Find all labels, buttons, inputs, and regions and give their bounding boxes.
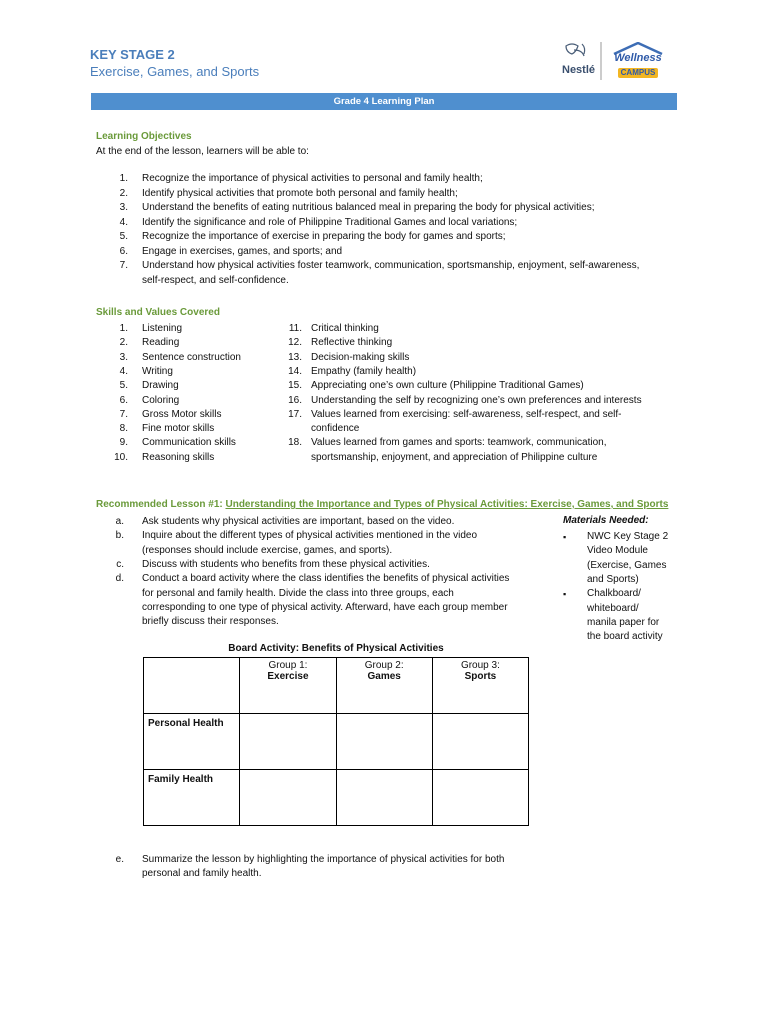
- list-item-text: Coloring: [142, 394, 180, 406]
- list-item-number: a.: [115, 516, 124, 527]
- list-item-text: Understanding the self by recognizing one’s own preferences and interests: [311, 394, 642, 406]
- list-item-number: 13.: [288, 351, 302, 363]
- list-item-number: 18.: [288, 437, 302, 449]
- list-item-text: personal and family health.: [142, 868, 262, 880]
- list-item-number: 5.: [119, 380, 128, 392]
- material-text: manila paper for: [587, 616, 660, 628]
- skills-title: Skills and Values Covered: [96, 307, 220, 318]
- board-cell: [336, 770, 432, 826]
- list-item-text: Communication skills: [142, 437, 236, 449]
- board-row-personal: Personal Health: [144, 714, 240, 770]
- stage-subtitle: Exercise, Games, and Sports: [90, 64, 260, 79]
- materials-title: Materials Needed:: [563, 515, 649, 526]
- material-text: NWC Key Stage 2: [587, 531, 669, 542]
- list-item-text: Engage in exercises, games, and sports; and: [142, 245, 343, 257]
- board-cell: [432, 770, 528, 826]
- stage-title: KEY STAGE 2: [90, 47, 175, 62]
- list-item-text: Values learned from games and sports: teamwork, communication,: [311, 437, 607, 449]
- list-item-number: 17.: [288, 408, 302, 420]
- list-item-number: 7.: [119, 408, 128, 420]
- list-item-text: confidence: [311, 423, 360, 435]
- list-item-text: briefly discuss their responses.: [142, 616, 279, 628]
- list-item-number: 14.: [288, 365, 302, 377]
- list-item-number: 5.: [119, 231, 128, 242]
- board-title: Board Activity: Benefits of Physical Activities: [228, 643, 444, 654]
- board-group-1: Group 1: Exercise: [240, 658, 336, 714]
- list-item-text: Appreciating one’s own culture (Philippine Traditional Games): [311, 380, 584, 392]
- grade-banner: Grade 4 Learning Plan: [91, 93, 677, 110]
- list-item-number: 12.: [288, 337, 302, 349]
- wellness-campus-logo: Wellness CAMPUS: [608, 42, 668, 80]
- list-item-number: 16.: [288, 394, 302, 406]
- list-item-text: Summarize the lesson by highlighting the importance of physical activities for both: [142, 854, 505, 865]
- list-item-number: 2.: [119, 187, 128, 199]
- lesson-prefix: Recommended Lesson #1:: [96, 499, 226, 510]
- list-item-number: 10.: [114, 451, 128, 463]
- list-item-text: Understand the benefits of eating nutritious balanced meal in preparing the body for physical activities;: [142, 202, 595, 213]
- list-item-text: Gross Motor skills: [142, 408, 222, 420]
- board-group-3: Group 3: Sports: [432, 658, 528, 714]
- material-text: the board activity: [587, 631, 663, 643]
- logos: [560, 40, 670, 82]
- list-item-text: Critical thinking: [311, 323, 379, 334]
- board-row-family: Family Health: [144, 770, 240, 826]
- list-item-number: 8.: [119, 423, 128, 435]
- list-item-text: Empathy (family health): [311, 365, 417, 377]
- board-cell: [240, 770, 336, 826]
- list-item-text: Reasoning skills: [142, 451, 215, 463]
- list-item-text: (responses should include exercise, games, and sports).: [142, 544, 393, 556]
- board-activity-table: [143, 657, 529, 826]
- bullet-icon: ▪: [563, 589, 567, 600]
- board-corner-cell: [144, 658, 240, 714]
- list-item-text: for personal and family health. Divide the class into three groups, each: [142, 587, 454, 599]
- board-group-2: Group 2: Games: [336, 658, 432, 714]
- list-item-number: 6.: [119, 394, 128, 406]
- material-text: and Sports): [587, 573, 639, 585]
- list-item-text: Reading: [142, 337, 180, 349]
- list-item-text: Conduct a board activity where the class identifies the benefits of physical activities: [142, 573, 510, 585]
- board-cell: [336, 714, 432, 770]
- list-item-text: Reflective thinking: [311, 337, 393, 349]
- list-item-number: c.: [116, 558, 124, 570]
- list-item-text: Identify the significance and role of Philippine Traditional Games and local variations;: [142, 216, 518, 228]
- list-item-number: 15.: [288, 380, 302, 392]
- list-item-text: corresponding to one type of physical activity. Afterward, have each group member: [142, 601, 508, 613]
- list-item-text: Fine motor skills: [142, 423, 215, 435]
- list-item-text: Drawing: [142, 380, 179, 392]
- list-item-number: e.: [115, 854, 124, 865]
- list-item-number: 11.: [288, 323, 302, 334]
- list-item-number: 7.: [119, 260, 128, 271]
- list-item-text: Sentence construction: [142, 351, 241, 363]
- material-text: Video Module: [587, 545, 648, 557]
- objectives-title: Learning Objectives: [96, 131, 192, 142]
- list-item-text: self-respect, and self-confidence.: [142, 274, 289, 286]
- list-item-text: Understand how physical activities foster teamwork, communication, sportsmanship, enjoyment, self-awareness,: [142, 260, 640, 271]
- board-cell: [432, 714, 528, 770]
- list-item-number: 4.: [119, 365, 128, 377]
- list-item-number: d.: [115, 573, 124, 585]
- list-item-number: 2.: [119, 337, 128, 349]
- list-item-text: Discuss with students who benefits from these physical activities.: [142, 558, 430, 570]
- list-item-number: 3.: [119, 202, 128, 213]
- list-item-number: 6.: [119, 245, 128, 257]
- list-item-text: Writing: [142, 365, 173, 377]
- list-item-text: Inquire about the different types of physical activities mentioned in the video: [142, 530, 478, 542]
- board-cell: [240, 714, 336, 770]
- material-text: whiteboard/: [587, 602, 639, 614]
- list-item-text: Recognize the importance of physical activities to personal and family health;: [142, 173, 483, 184]
- list-item-number: 9.: [119, 437, 128, 449]
- objectives-intro: At the end of the lesson, learners will be able to:: [96, 146, 309, 157]
- list-item-number: 3.: [119, 351, 128, 363]
- list-item-text: Ask students why physical activities are important, based on the video.: [142, 516, 455, 527]
- list-item-text: Recognize the importance of exercise in preparing the body for games and sports;: [142, 231, 506, 242]
- list-item-number: 4.: [119, 216, 128, 228]
- list-item-number: 1.: [119, 173, 128, 184]
- list-item-number: b.: [115, 530, 124, 542]
- material-text: (Exercise, Games: [587, 559, 667, 571]
- list-item-text: sportsmanship, enjoyment, and appreciation of Philippine culture: [311, 451, 598, 463]
- list-item-text: Decision-making skills: [311, 351, 410, 363]
- nestle-logo-text: Nestlé: [562, 64, 596, 76]
- lesson-heading: [96, 498, 668, 512]
- list-item-text: Identify physical activities that promote both personal and family health;: [142, 187, 458, 199]
- lesson-title: Understanding the Importance and Types of Physical Activities: Exercise, Games, and Sports: [225, 499, 669, 510]
- list-item-number: 1.: [119, 323, 128, 334]
- list-item-text: Listening: [142, 323, 183, 334]
- material-text: Chalkboard/: [587, 588, 641, 600]
- bullet-icon: ▪: [563, 532, 567, 542]
- list-item-text: Values learned from exercising: self-awareness, self-respect, and self-: [311, 408, 622, 420]
